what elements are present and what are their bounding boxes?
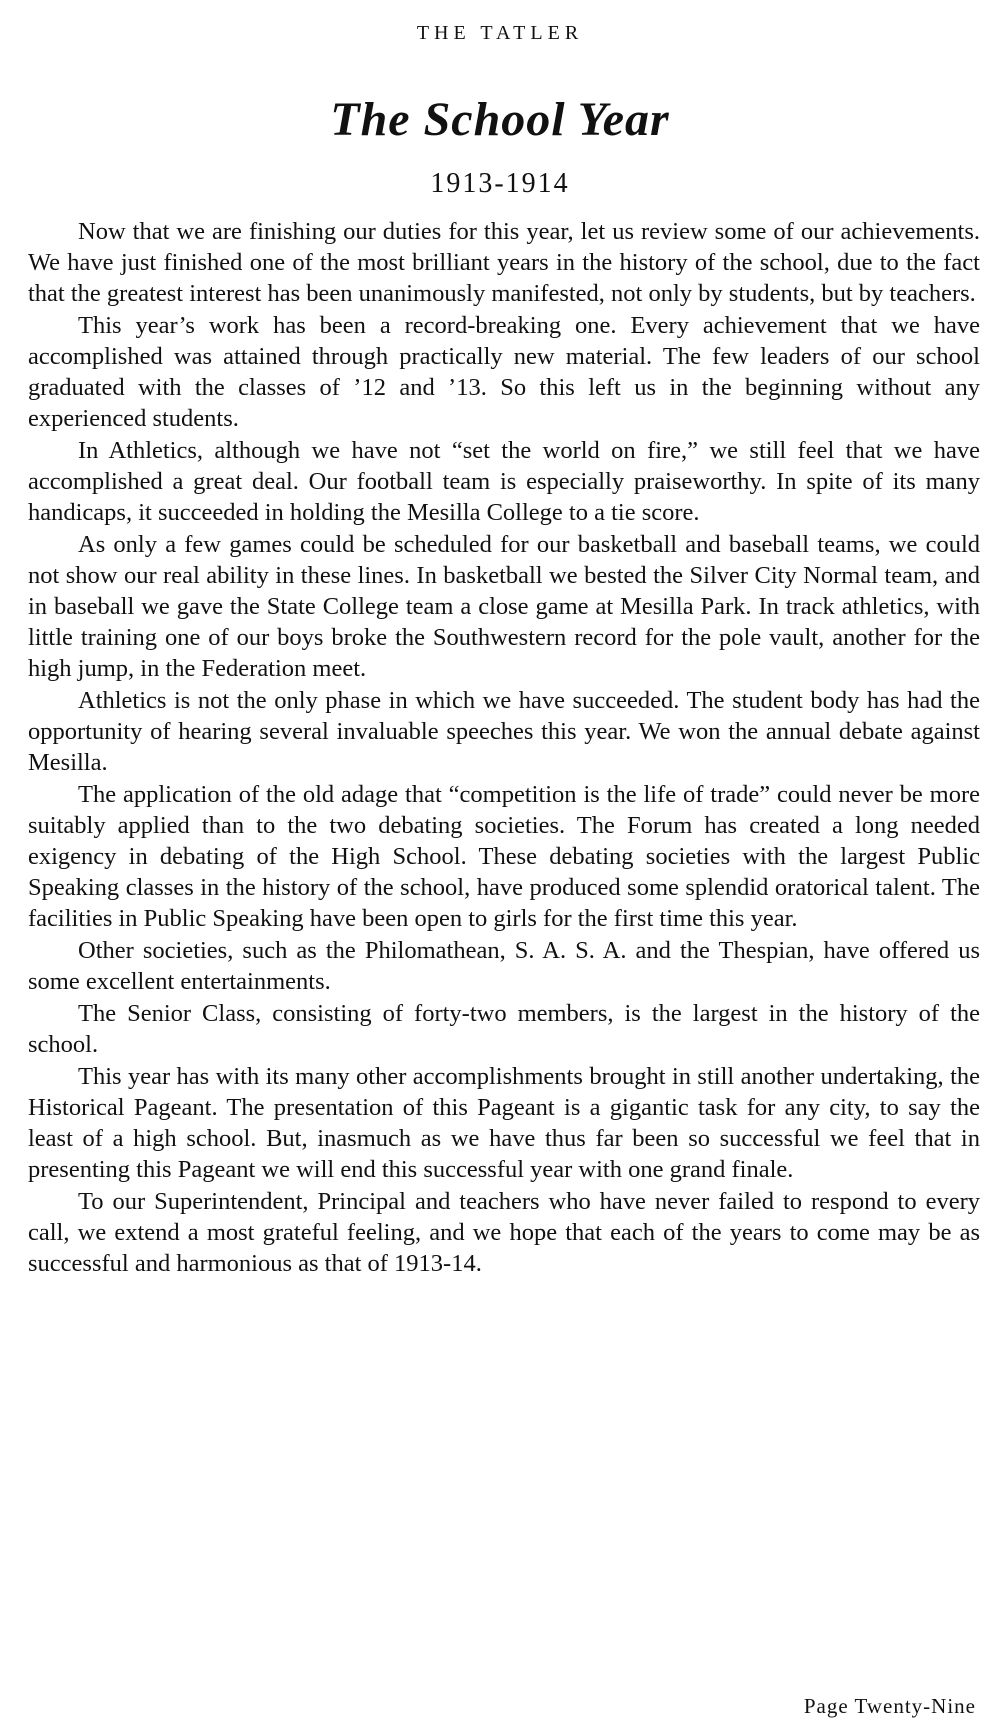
paragraph: As only a few games could be scheduled for our basketball and baseball teams, we could not show our real ability in these lines. In basketball we bested the Silver City Normal team, and in baseball we gave the State College team a close game at Mesilla Park. In track athletics, with little training one of our boys broke the Southwestern record for the pole vault, another for the high jump, in the Federation meet. bbox=[28, 531, 980, 682]
paragraph: In Athletics, although we have not “set the world on fire,” we still feel that we have accomplished a great deal. Our football team is especially praiseworthy. In spite of its many handicaps, it succeeded in holding the Mesilla College to a tie score. bbox=[28, 437, 980, 526]
paragraph: Now that we are finishing our duties for this year, let us review some of our achievements. We have just finished one of the most brilliant years in the history of the school, due to the fact that the greatest interest has been unanimously manifested, not only by students, but by teachers. bbox=[28, 218, 980, 307]
paragraph: To our Superintendent, Principal and teachers who have never failed to respond to every call, we extend a most grateful feeling, and we hope that each of the years to come may be as successful and harmonious as that of 1913-14. bbox=[28, 1188, 980, 1277]
paragraph: The application of the old adage that “competition is the life of trade” could never be more suitably applied than to the two debating societies. The Forum has created a long needed exigency in debating of the High School. These debating societies with the largest Public Speaking classes in the history of the school, have produced some splendid oratorical talent. The facilities in Public Speaking have been open to girls for the first time this year. bbox=[28, 781, 980, 932]
article-title: The School Year bbox=[330, 93, 670, 146]
paragraph: Athletics is not the only phase in which we have succeeded. The student body has had the opportunity of hearing several invaluable speeches this year. We won the annual debate against Mesilla. bbox=[28, 687, 980, 776]
article-subtitle: 1913-1914 bbox=[430, 168, 570, 199]
paragraph: This year’s work has been a record-breaking one. Every achievement that we have accomplished was attained through practically new material. The few leaders of our school graduated with the classes of ’12 and ’13. So this left us in the beginning without any experienced students. bbox=[28, 312, 980, 432]
page-number: Page Twenty-Nine bbox=[803, 1694, 976, 1718]
paragraph: Other societies, such as the Philomathean, S. A. S. A. and the Thespian, have offered us some excellent entertainments. bbox=[28, 937, 980, 995]
running-head: THE TATLER bbox=[416, 22, 584, 44]
article-body bbox=[28, 216, 980, 1280]
paragraph: The Senior Class, consisting of forty-two members, is the largest in the history of the school. bbox=[28, 1000, 980, 1058]
paragraph: This year has with its many other accomplishments brought in still another undertaking, the Historical Pageant. The presentation of this Pageant is a gigantic task for any city, to say the least of a high school. But, inasmuch as we have thus far been so successful we feel that in presenting this Pageant we will end this successful year with one grand finale. bbox=[28, 1063, 980, 1183]
